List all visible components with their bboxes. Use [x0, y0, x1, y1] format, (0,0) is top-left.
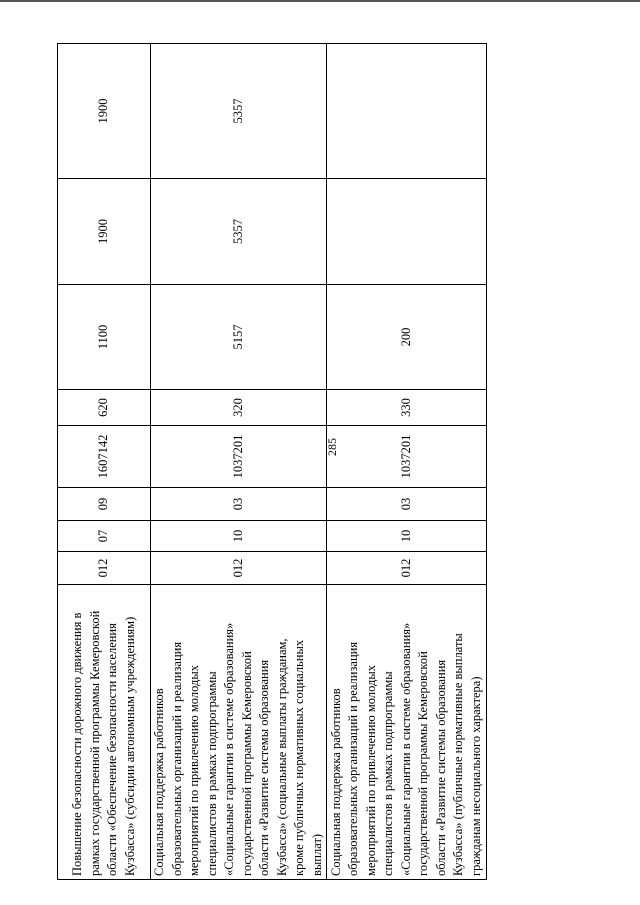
top-rule: [0, 0, 640, 2]
row-2-section-code: 10: [151, 521, 327, 552]
row-2-target-article: 1037201: [151, 426, 327, 488]
row-2-expense-type: 320: [151, 390, 327, 426]
row-1-description: [58, 585, 151, 880]
budget-table: [57, 43, 487, 880]
row-2-description: [151, 585, 327, 880]
row-3-description-line: Кузбасса» (публичные нормативные выплаты: [451, 633, 466, 876]
row-2-subsection-code: 03: [151, 488, 327, 521]
table-row: [151, 44, 327, 880]
row-3-subsection-code: 03: [327, 488, 487, 521]
row-3-description-line: гражданам несоциального характера): [468, 676, 483, 876]
row-1-subsection-code: 09: [58, 488, 151, 521]
row-1-target-article: 1607142: [58, 426, 151, 488]
row-3-description-line: государственной программы Кемеровской: [416, 651, 431, 876]
row-2-description-line: Социальная поддержка работников: [152, 688, 166, 876]
row-3-section-code: 10: [327, 521, 487, 552]
row-2-description-line: мероприятий по привлечению молодых: [187, 664, 201, 876]
row-2-description-line: образовательных организаций и реализация: [169, 641, 184, 876]
row-2-budget-second-year: 5357: [151, 44, 327, 179]
row-1-budget-next-year: 1900: [58, 179, 151, 285]
row-1-section-code: 07: [58, 521, 151, 552]
row-2-description-line: выплат): [309, 833, 324, 876]
row-3-description-line: образовательных организаций и реализация: [346, 641, 361, 876]
row-2-description-line: государственной программы Кемеровской: [239, 651, 254, 876]
row-3-description-line: Социальная поддержка работников: [328, 688, 343, 876]
row-1-expense-type: 620: [58, 390, 151, 426]
table-frame: [57, 44, 485, 880]
table-row: [327, 44, 487, 880]
row-1-description-line: Повышение безопасности дорожного движения в: [70, 612, 84, 876]
row-1-budget-current-year: 1100: [58, 285, 151, 390]
row-3-description: [327, 585, 487, 880]
row-3-ministry-code: 012: [327, 552, 487, 585]
row-1-description-line: Кузбасса» (субсидии автономным учреждениям): [122, 616, 137, 876]
page-number: 285: [325, 438, 339, 456]
row-3-budget-next-year: [327, 179, 487, 285]
row-3-budget-second-year: [327, 44, 487, 179]
row-2-budget-current-year: 5157: [151, 285, 327, 390]
row-1-ministry-code: 012: [58, 552, 151, 585]
row-3-budget-current-year: 200: [327, 285, 487, 390]
row-3-description-line: области «Развитие системы образования: [433, 659, 448, 876]
row-2-description-line: кроме публичных нормативных социальных: [292, 639, 306, 876]
row-3-target-article: 1037201: [327, 426, 487, 488]
row-1-budget-second-year: 1900: [58, 44, 151, 179]
row-1-description-line: области «Обеспечение безопасности населения: [105, 623, 119, 876]
row-3-description-line: «Социальные гарантии в системе образования»: [398, 622, 413, 876]
table-row: [58, 44, 151, 880]
row-2-budget-next-year: 5357: [151, 179, 327, 285]
row-2-description-line: специалистов в рамках подпрограммы: [204, 671, 219, 876]
row-3-description-line: мероприятий по привлечению молодых: [363, 664, 378, 876]
rotated-table-wrapper: [57, 44, 485, 880]
row-2-ministry-code: 012: [151, 552, 327, 585]
row-3-expense-type: 330: [327, 390, 487, 426]
row-3-description-line: специалистов в рамках подпрограммы: [381, 671, 396, 876]
row-2-description-line: Кузбасса» (социальные выплаты гражданам,: [274, 638, 289, 876]
row-1-description-line: рамках государственной программы Кемеровской: [87, 610, 102, 876]
row-2-description-line: области «Развитие системы образования: [257, 659, 271, 876]
row-2-description-line: «Социальные гарантии в системе образования»: [222, 622, 236, 876]
